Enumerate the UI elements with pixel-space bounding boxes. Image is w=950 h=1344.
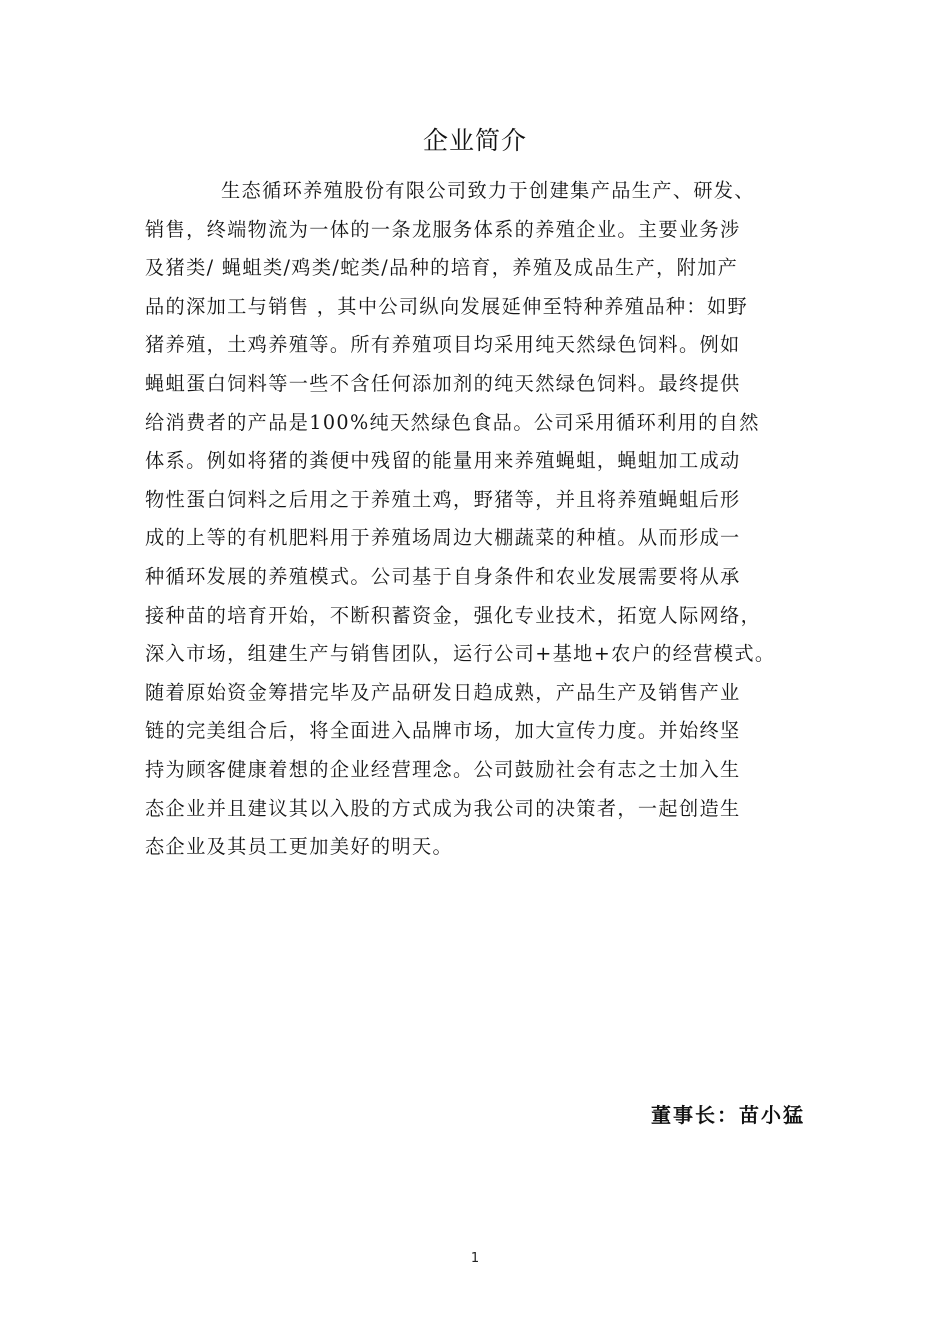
page-number: 1: [470, 1251, 480, 1266]
page-title: 企业简介: [422, 126, 527, 155]
paragraph-line: 态企业并且建议其以入股的方式成为我公司的决策者，一起创造生: [145, 796, 741, 820]
paragraph-line: 及猪类/ 蝇蛆类/鸡类/蛇类/品种的培育，养殖及成品生产，附加产: [145, 256, 739, 280]
paragraph-line: 物性蛋白饲料之后用之于养殖土鸡，野猪等，并且将养殖蝇蛆后形: [145, 487, 741, 511]
paragraph-line: 态企业及其员工更加美好的明天。: [145, 835, 454, 859]
paragraph-line: 成的上等的有机肥料用于养殖场周边大棚蔬菜的种植。从而形成一: [145, 526, 741, 550]
paragraph-line: 持为顾客健康着想的企业经营理念。公司鼓励社会有志之士加入生: [145, 757, 741, 781]
paragraph-line: 给消费者的产品是100%纯天然绿色食品。公司采用循环利用的自然: [145, 410, 760, 434]
chairman-signature: 董事长：苗小猛: [651, 1103, 805, 1127]
paragraph-line: 品的深加工与销售 ，其中公司纵向发展延伸至特种养殖品种：如野: [145, 294, 749, 318]
paragraph-line: 蝇蛆蛋白饲料等一些不含任何添加剂的纯天然绿色饲料。最终提供: [145, 371, 741, 395]
paragraph-line: 接种苗的培育开始，不断积蓄资金，强化专业技术，拓宽人际网络，: [145, 603, 762, 627]
paragraph-line: 随着原始资金筹措完毕及产品研发日趋成熟，产品生产及销售产业: [145, 680, 741, 704]
paragraph-line: 体系。例如将猪的粪便中残留的能量用来养殖蝇蛆，蝇蛆加工成动: [145, 449, 741, 473]
paragraph-line: 猪养殖，土鸡养殖等。所有养殖项目均采用纯天然绿色饲料。例如: [145, 333, 741, 357]
paragraph-line: 生态循环养殖股份有限公司致力于创建集产品生产、研发、: [221, 179, 755, 202]
paragraph-line: 链的完美组合后，将全面进入品牌市场，加大宣传力度。并始终坚: [145, 719, 741, 743]
paragraph-line: 种循环发展的养殖模式。公司基于自身条件和农业发展需要将从承: [145, 564, 741, 588]
paragraph-line: 深入市场，组建生产与销售团队，运行公司+基地+农户的经营模式。: [145, 642, 776, 666]
company-intro-paragraph: [145, 172, 825, 867]
paragraph-line: 销售，终端物流为一体的一条龙服务体系的养殖企业。主要业务涉: [145, 217, 741, 241]
